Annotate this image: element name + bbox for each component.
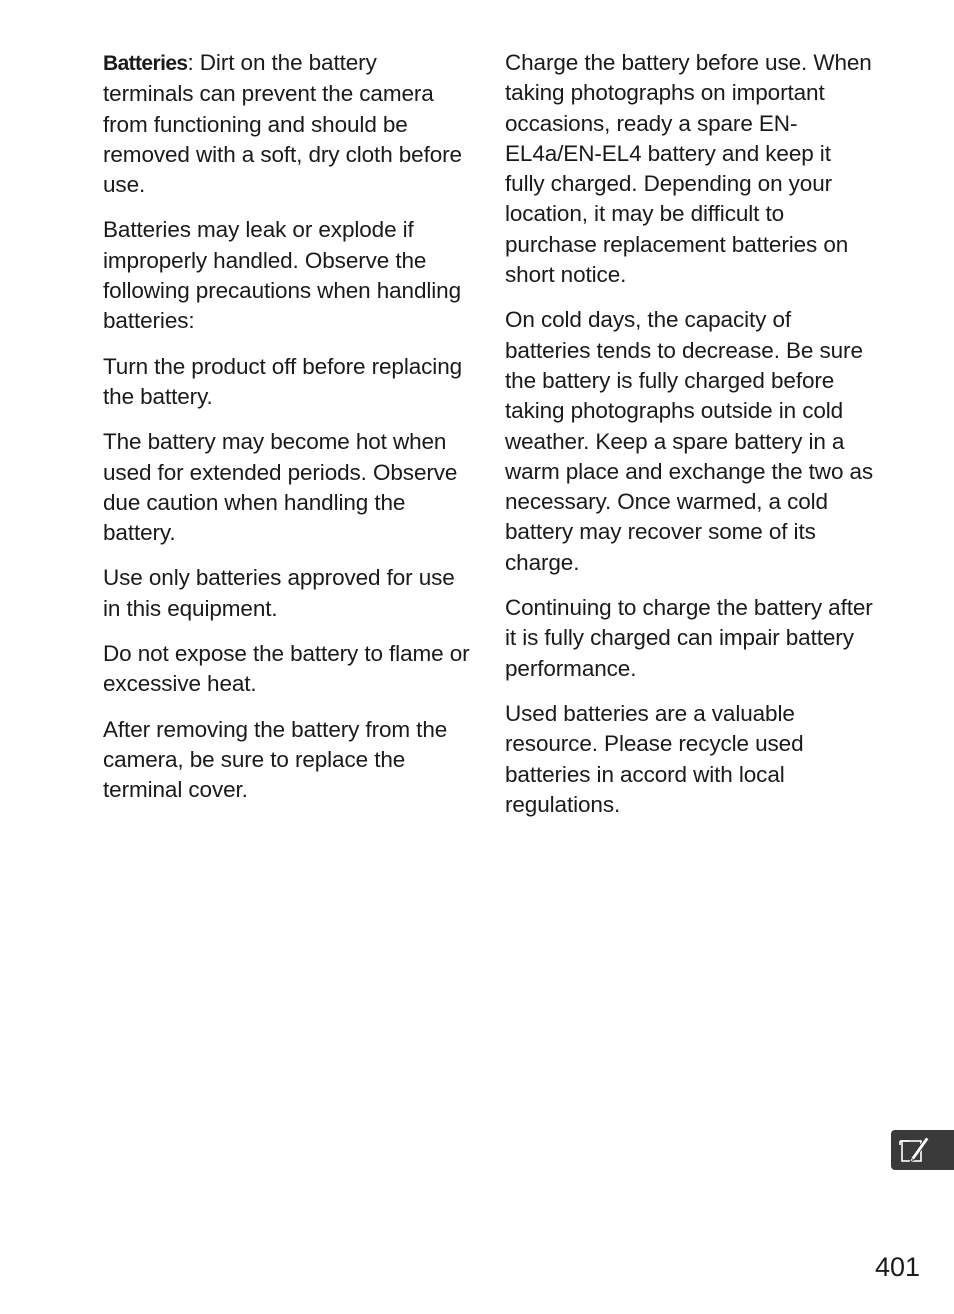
batteries-terminals-text: : Dirt on the battery terminals can prevent the camera from functioning and should be removed with a soft, dry cloth before use. (103, 50, 462, 198)
batteries-terminals-paragraph (103, 48, 473, 200)
flame-warning-paragraph: Do not expose the battery to flame or excessive heat. (103, 641, 470, 697)
cold-days-paragraph: On cold days, the capacity of batteries tends to decrease. Be sure the battery is fully charged before taking photographs outside in cold weather. Keep a spare battery in a warm place and exchange the two as necessary. Once warmed, a cold battery may recover some of its charge. (505, 307, 874, 575)
turn-off-paragraph: Turn the product off before replacing the battery. (103, 353, 463, 409)
charge-before-use-paragraph: Charge the battery before use. When taking photographs on important occasions, ready a spare EN-EL4a/EN-EL4 battery and keep it fully charged. Depending on your location, it may be difficult to purchase replacement batteries on short notice. (505, 50, 872, 288)
notes-pen-icon (899, 1136, 931, 1164)
batteries-heading: Batteries (103, 52, 188, 75)
overcharge-paragraph: Continuing to charge the battery after it is fully charged can impair battery performance. (505, 595, 873, 681)
right-column (505, 48, 875, 835)
leak-warning-paragraph: Batteries may leak or explode if improperly handled. Observe the following precautions when handling batteries: (103, 217, 461, 334)
terminal-cover-paragraph: After removing the battery from the camera, be sure to replace the terminal cover. (103, 716, 448, 803)
recycle-paragraph: Used batteries are a valuable resource. Please recycle used batteries in accord with local regulations. (505, 700, 804, 817)
hot-battery-paragraph: The battery may become hot when used for extended periods. Observe due caution when handling the battery. (103, 429, 458, 546)
approved-batteries-paragraph: Use only batteries approved for use in this equipment. (103, 565, 455, 621)
left-column (103, 48, 473, 821)
page-number: 401 (874, 1252, 920, 1282)
section-tab[interactable] (891, 1130, 954, 1170)
